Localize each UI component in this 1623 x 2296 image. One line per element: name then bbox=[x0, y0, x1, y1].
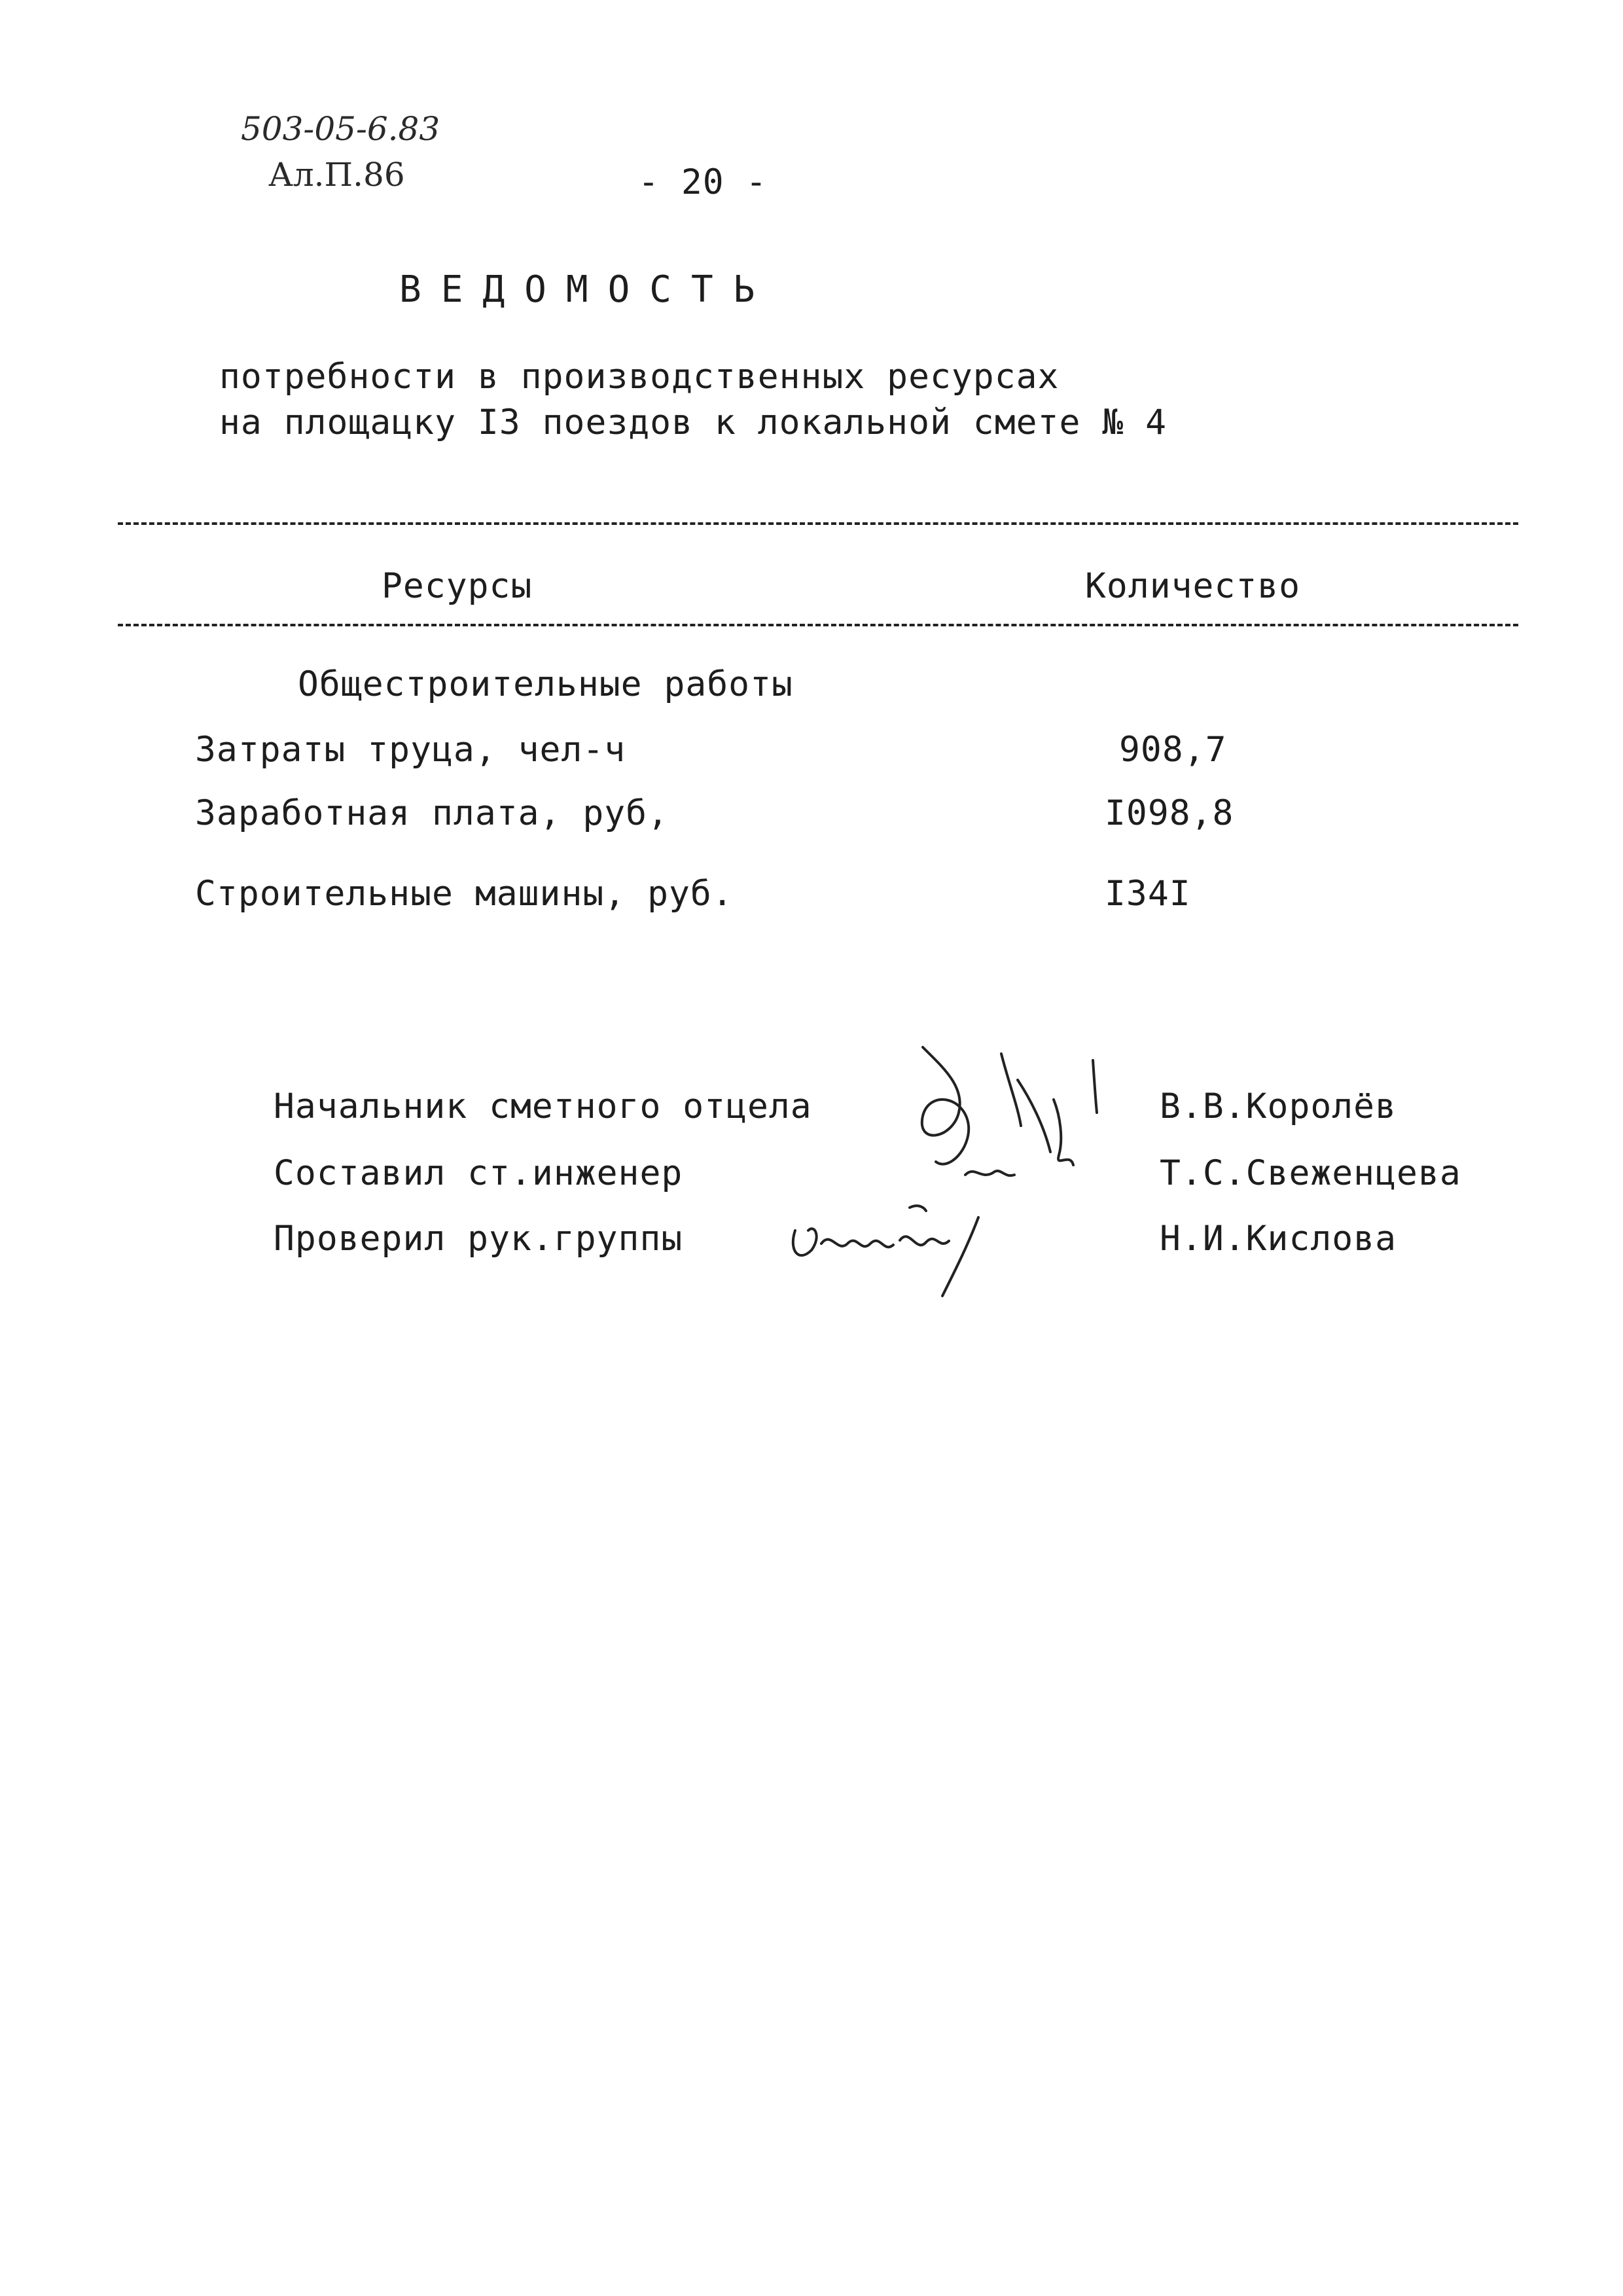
table-row-quantity: 908,7 bbox=[1119, 730, 1227, 770]
table-top-rule bbox=[118, 522, 1518, 525]
signature-position: Начальник сметного отцела bbox=[274, 1086, 812, 1126]
table-row-quantity: I34I bbox=[1105, 874, 1191, 914]
signature-name: В.В.Королёв bbox=[1160, 1086, 1397, 1126]
document-code: 503-05-6.83 bbox=[241, 110, 440, 148]
handwritten-signature-checker bbox=[782, 1191, 991, 1302]
column-header-resources: Ресурсы bbox=[382, 566, 533, 606]
signature-position: Проверил рук.группы bbox=[274, 1219, 683, 1259]
signature-name: Т.С.Свеженцева bbox=[1160, 1153, 1461, 1193]
table-row-resource: Строительные машины, руб. bbox=[195, 874, 734, 914]
section-heading: Общестроительные работы bbox=[298, 664, 793, 704]
signature-name: Н.И.Кислова bbox=[1160, 1219, 1397, 1259]
page-number: - 20 - bbox=[638, 162, 768, 202]
subtitle-line-2: на площацку I3 поездов к локальной смете № 4 bbox=[219, 403, 1167, 442]
table-row-quantity: I098,8 bbox=[1105, 793, 1234, 833]
table-row-resource: Затраты труца, чел-ч bbox=[195, 730, 626, 770]
album-reference: Ал.П.86 bbox=[268, 156, 405, 194]
signature-position: Составил ст.инженер bbox=[274, 1153, 683, 1193]
table-row-resource: Заработная плата, руб, bbox=[195, 793, 669, 833]
table-header-rule bbox=[118, 624, 1518, 626]
subtitle-line-1: потребности в производственных ресурсах bbox=[219, 357, 1060, 397]
column-header-quantity: Количество bbox=[1085, 566, 1301, 606]
page-title: ВЕДОМОСТЬ bbox=[399, 268, 775, 311]
